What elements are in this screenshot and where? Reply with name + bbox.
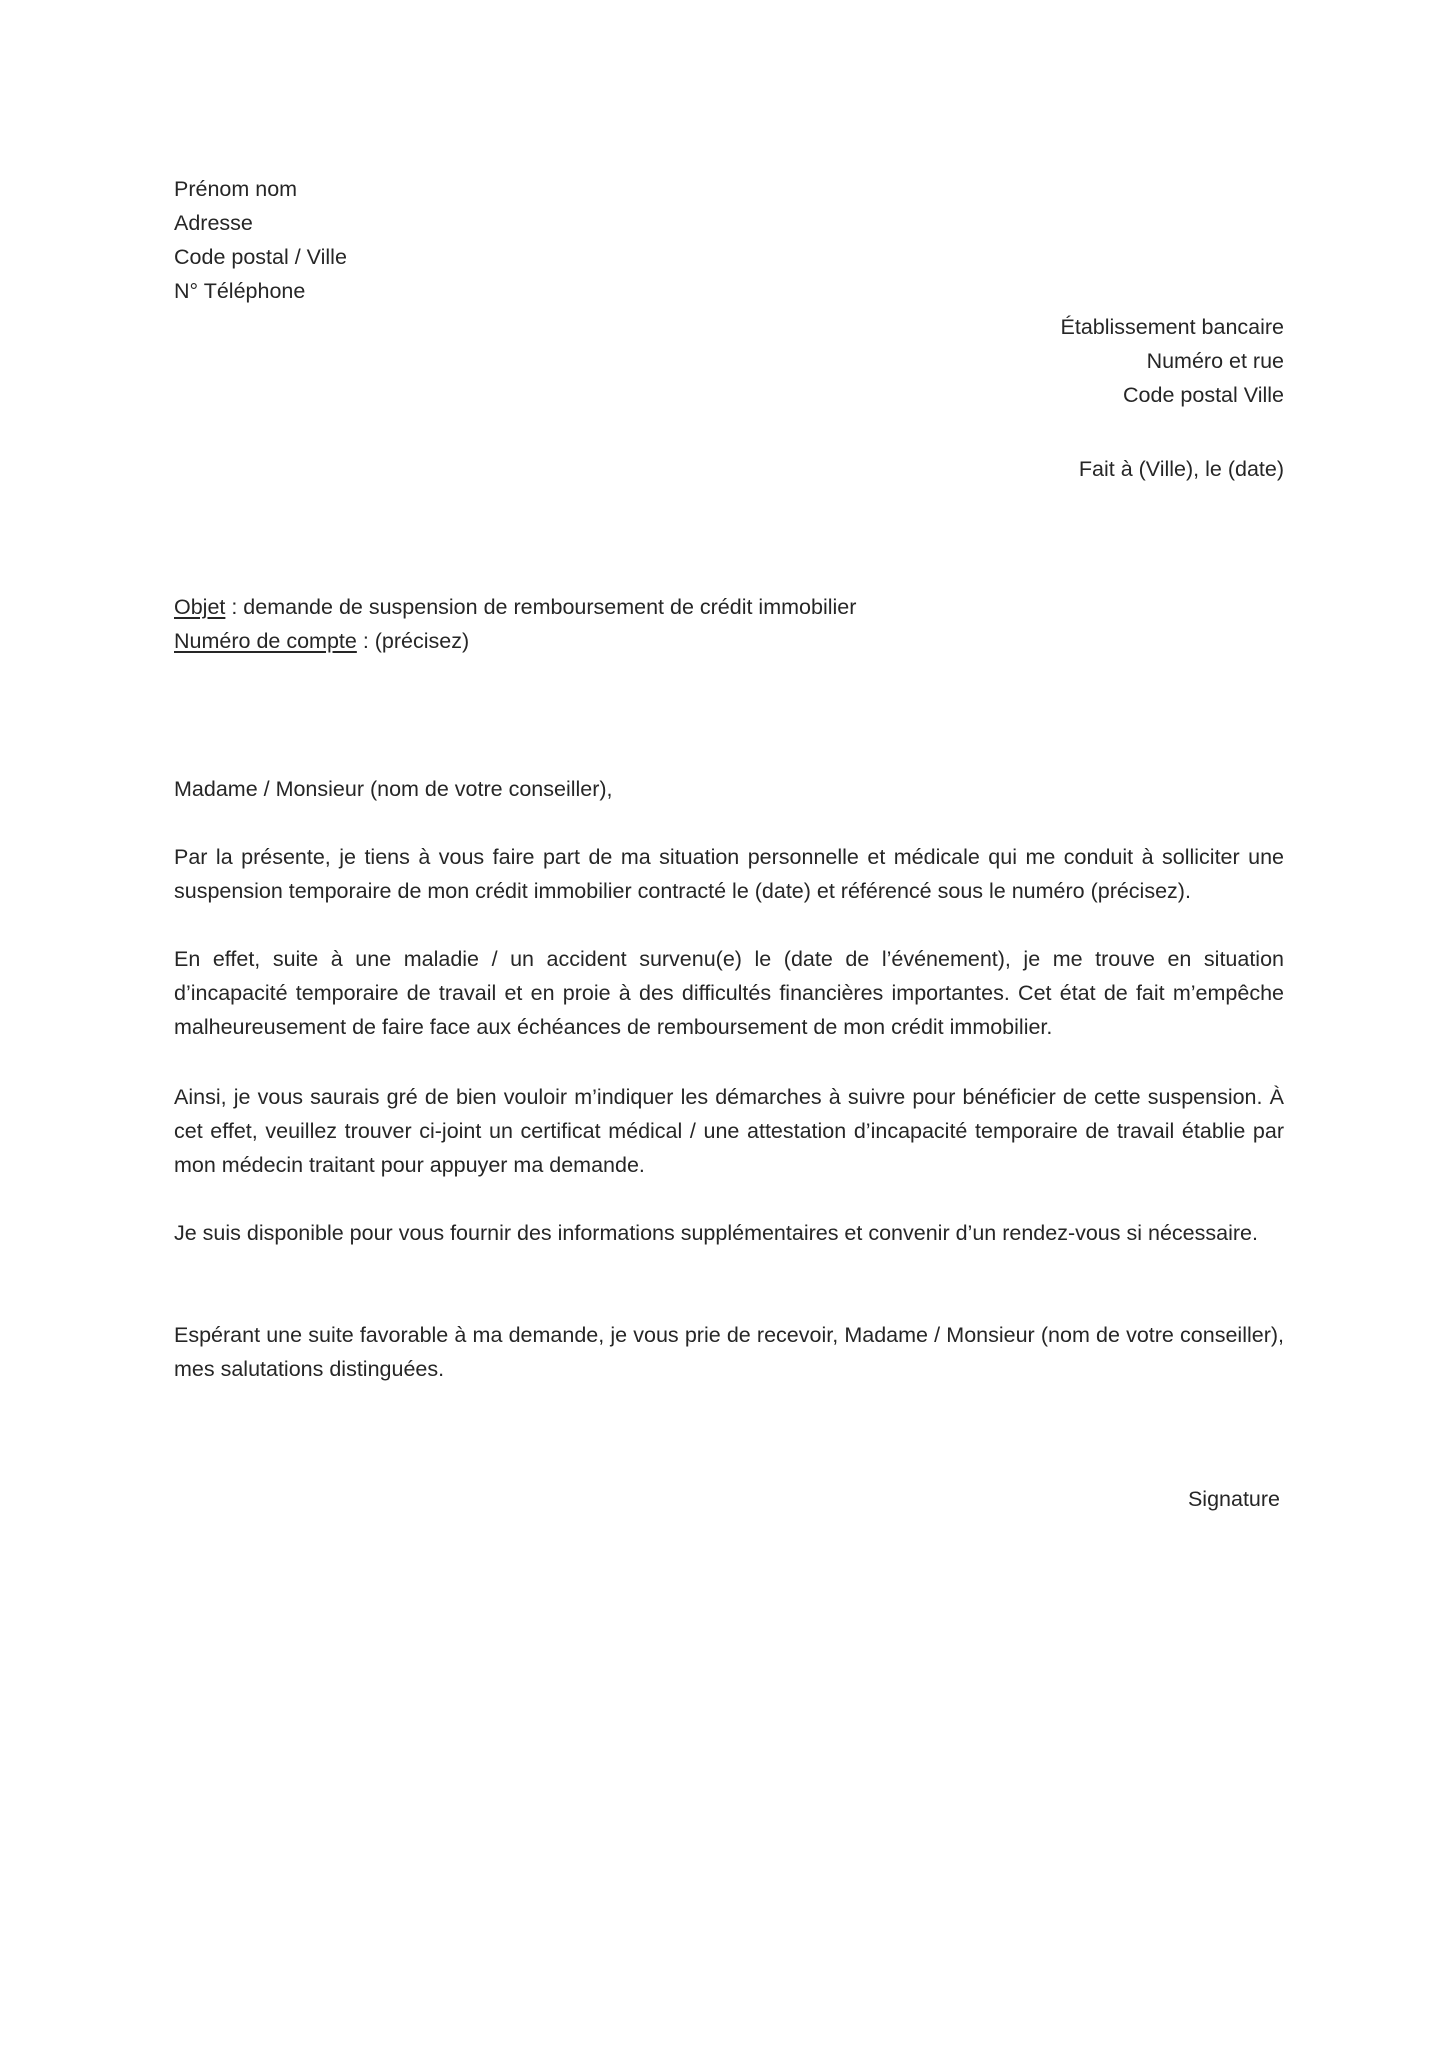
place-date — [174, 452, 1284, 486]
salutation — [174, 772, 1284, 806]
place-date-text: Fait à (Ville), le (date) — [1078, 457, 1284, 481]
sender-address: Adresse — [174, 211, 253, 235]
sender-postal-city: Code postal / Ville — [174, 245, 347, 269]
sender-name: Prénom nom — [174, 177, 298, 201]
recipient-block — [174, 310, 1284, 412]
recipient-postal-city: Code postal Ville — [1123, 383, 1284, 407]
subject-object-label: Objet — [174, 595, 226, 619]
recipient-street: Numéro et rue — [1146, 349, 1284, 373]
sender-phone: N° Téléphone — [174, 279, 306, 303]
sender-block — [174, 172, 1284, 308]
body-paragraph-4: Je suis disponible pour vous fournir des informations supplémentaires et convenir d’un rendez-vous si nécessaire. — [174, 1221, 1258, 1245]
subject-block — [174, 590, 1284, 658]
salutation-text: Madame / Monsieur (nom de votre conseiller), — [174, 777, 613, 801]
body-paragraph-5: Espérant une suite favorable à ma demande, je vous prie de recevoir, Madame / Monsieur (nom de votre conseiller), mes salutations distinguées. — [174, 1323, 1284, 1381]
recipient-bank: Établissement bancaire — [1060, 315, 1284, 339]
body-paragraph-2: En effet, suite à une maladie / un accident survenu(e) le (date de l’événement), je me trouve en situation d’incapacité temporaire de travail et en proie à des difficultés financières importantes. Cet état de fait m’empêche malheureusement de faire face aux échéances de remboursement de mon crédit immobilier. — [174, 947, 1284, 1039]
subject-account-line — [174, 624, 1284, 658]
body-paragraph-3: Ainsi, je vous saurais gré de bien vouloir m’indiquer les démarches à suivre pour bénéficier de cette suspension. À cet effet, veuillez trouver ci-joint un certificat médical / une attestation d’incapacité temporaire de travail établie par mon médecin traitant pour appuyer ma demande. — [174, 1085, 1284, 1177]
subject-account-label: Numéro de compte — [174, 629, 357, 653]
body-paragraph-1: Par la présente, je tiens à vous faire part de ma situation personnelle et médicale qui me conduit à solliciter une suspension temporaire de mon crédit immobilier contracté le (date) et référencé sous le numéro (précisez). — [174, 845, 1284, 903]
subject-object-line — [174, 590, 1284, 624]
subject-object-text: : demande de suspension de remboursement de crédit immobilier — [225, 595, 857, 619]
signature-label: Signature — [1187, 1487, 1280, 1511]
subject-account-text: : (précisez) — [356, 629, 470, 653]
